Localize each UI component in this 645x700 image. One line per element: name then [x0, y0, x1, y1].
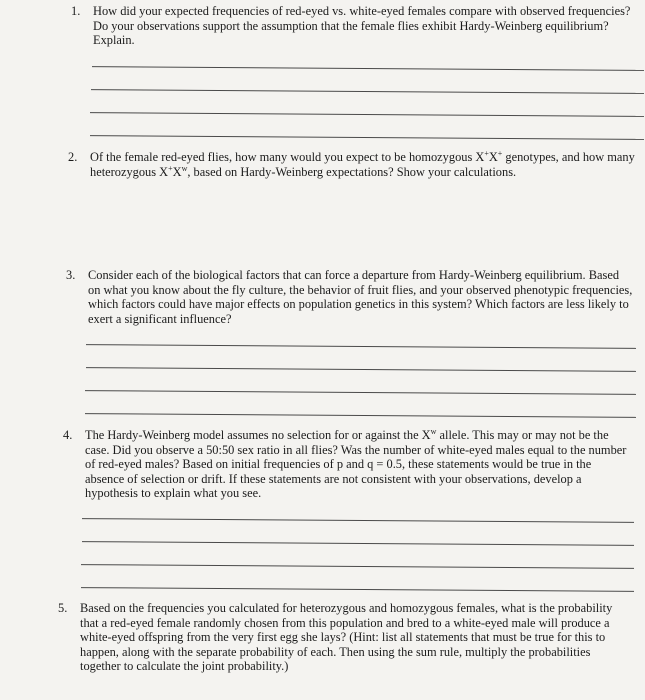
superscript: + — [484, 148, 489, 158]
question-text: The Hardy-Weinberg model assumes no selection for or against the X — [85, 428, 431, 442]
answer-line[interactable] — [82, 518, 634, 523]
question-text: , based on Hardy-Weinberg expectations? Show your calculations. — [187, 164, 517, 179]
superscript: w — [430, 426, 437, 436]
question-text: Consider each of the biological factors that can force a departure from Hardy-Weinberg equilibrium. Based on what you know about the fly culture, the behavior of fruit flies, and your observed phenotypic frequencies, which factors could have major effects on population genetics in this system? Which factors are less likely to exert a significant influence? — [88, 268, 633, 326]
answer-line[interactable] — [81, 587, 634, 592]
question-text: X — [488, 150, 498, 164]
answer-line[interactable] — [86, 344, 636, 349]
question-1 — [71, 4, 633, 48]
question-text: genotypes, and how many heterozygous X — [90, 150, 635, 179]
question-text: Based on the frequencies you calculated for heterozygous and homozygous females, what is the probability that a red-eyed female randomly chosen from this population and bred to a white-eyed male will produce a white-eyed offspring from the very first egg she lays? (Hint: list all statements that must be true for this to happen, along with the separate probability of each. Then using the sum rule, multiply the probabilities together to calculate the joint probability.) — [80, 601, 613, 674]
question-number: 5. — [58, 601, 68, 615]
question-text: X — [172, 164, 182, 179]
answer-line[interactable] — [90, 112, 644, 117]
superscript: + — [497, 148, 503, 158]
question-text: Of the female red-eyed flies, how many would you expect to be homozygous X — [90, 150, 485, 164]
superscript: + — [168, 163, 173, 173]
answer-line[interactable] — [82, 541, 634, 546]
answer-line[interactable] — [81, 564, 634, 569]
question-number: 3. — [66, 268, 76, 282]
question-3 — [66, 268, 634, 326]
superscript: w — [181, 163, 188, 173]
question-number: 1. — [71, 4, 81, 18]
question-text: How did your expected frequencies of red-eyed vs. white-eyed females compare with observed frequencies? Do your observations support the assumption that the female flies exhibit Hardy-Weinberg equilibrium? Explain. — [93, 4, 631, 48]
question-number: 4. — [63, 428, 73, 442]
question-number: 2. — [68, 150, 78, 164]
answer-line[interactable] — [92, 66, 644, 71]
question-2 — [68, 148, 638, 179]
question-text: allele. This may or may not be the case. Did you observe a 50:50 sex ratio in all flies? Was the number of white-eyed males equal to the number of red-eyed males? Based on initial frequencies of p and q = 0.5, these statements would be true in the absence of selection or drift. If these statements are not consistent with your observations, develop a hypothesis to explain what you see. — [85, 428, 627, 501]
answer-line[interactable] — [85, 413, 636, 418]
question-5 — [58, 601, 632, 674]
answer-line[interactable] — [86, 367, 636, 372]
answer-line[interactable] — [85, 390, 636, 395]
answer-line[interactable] — [90, 135, 644, 140]
question-4 — [63, 426, 631, 501]
answer-line[interactable] — [91, 89, 644, 94]
